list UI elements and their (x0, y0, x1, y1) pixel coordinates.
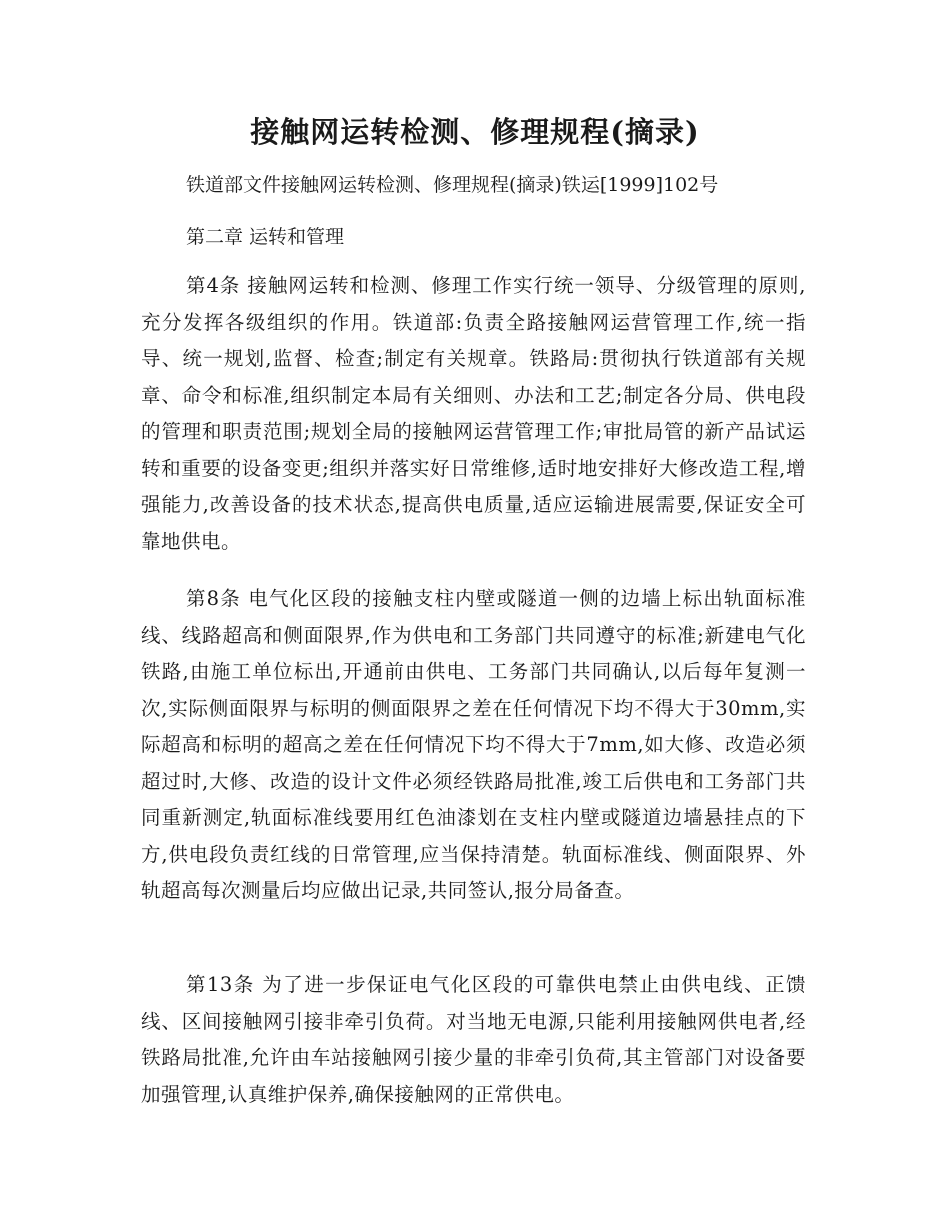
document-title: 接触网运转检测、修理规程(摘录) (250, 115, 700, 149)
article-4-paragraph: 第4条 接触网运转和检测、修理工作实行统一领导、分级管理的原则,充分发挥各级组织的作用。铁道部:负责全路接触网运营管理工作,统一指导、统一规划,监督、检查;制定有关规章。铁路局:贯彻执行铁道部有关规章、命令和标准,组织制定本局有关细则、办法和工艺;制定各分局、供电段的管理和职责范围;规划全局的接触网运营管理工作;审批局管的新产品试运转和重要的设备变更;组织并落实好日常维修,适时地安排好大修改造工程,增强能力,改善设备的技术状态,提高供电质量,适应运输进展需要,保证安全可靠地供电。 (141, 274, 806, 553)
chapter-heading: 第二章 运转和管理 (186, 226, 345, 248)
article-8-paragraph: 第8条 电气化区段的接触支柱内壁或隧道一侧的边墙上标出轨面标准线、线路超高和侧面限界,作为供电和工务部门共同遵守的标准;新建电气化铁路,由施工单位标出,开通前由供电、工务部门共同确认,以后每年复测一次,实际侧面限界与标明的侧面限界之差在任何情况下均不得大于30mm,实际超高和标明的超高之差在任何情况下均不得大于7mm,如大修、改造必须超过时,大修、改造的设计文件必须经铁路局批准,竣工后供电和工务部门共同重新测定,轨面标准线要用红色油漆划在支柱内壁或隧道边墙悬挂点的下方,供电段负责红线的日常管理,应当保持清楚。轨面标准线、侧面限界、外轨超高每次测量后均应做出记录,共同签认,报分局备查。 (141, 587, 806, 902)
document-subtitle: 铁道部文件接触网运转检测、修理规程(摘录)铁运[1999]102号 (186, 174, 719, 196)
article-13-paragraph: 第13条 为了进一步保证电气化区段的可靠供电禁止由供电线、正馈线、区间接触网引接非牵引负荷。对当地无电源,只能利用接触网供电者,经铁路局批准,允许由车站接触网引接少量的非牵引负荷,其主管部门对设备要加强管理,认真维护保养,确保接触网的正常供电。 (141, 973, 806, 1106)
